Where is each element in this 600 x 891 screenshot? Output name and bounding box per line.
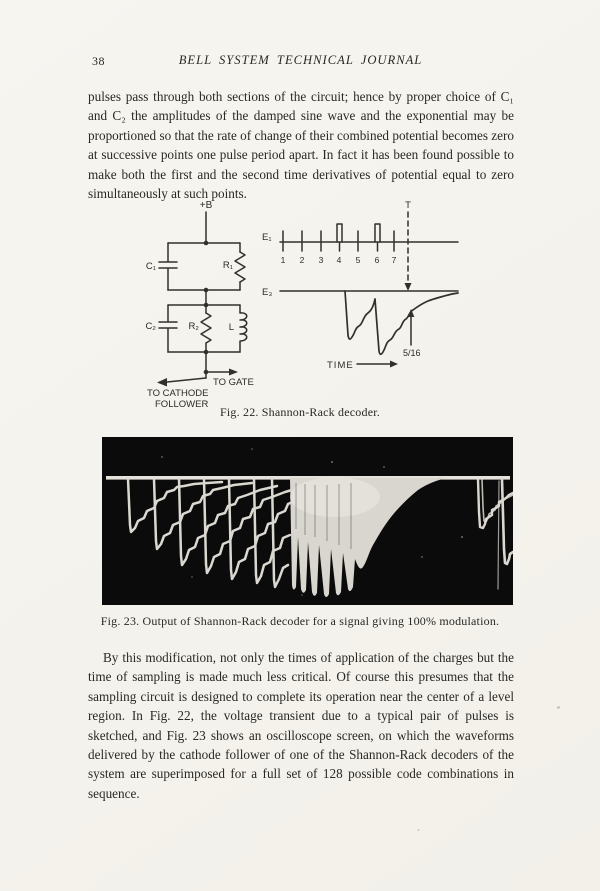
e1-label: E₁ (262, 232, 272, 243)
fig23-oscilloscope-photo (102, 437, 513, 605)
fig23-photo-frame (102, 437, 513, 605)
to-gate-label: TO GATE (213, 377, 254, 388)
e3-label: E₃ (262, 287, 273, 298)
page-number: 38 (92, 54, 105, 68)
tick-3: 3 (318, 255, 324, 265)
c2-label: C₂ (145, 321, 156, 332)
r2-label: R₂ (188, 321, 199, 332)
inductor-l-symbol (240, 305, 247, 352)
e3-waveform (345, 291, 458, 354)
fraction-label: 5/16 (403, 348, 421, 358)
capacitor-c1-symbol (159, 243, 177, 290)
scan-speck (417, 829, 420, 831)
paragraph-1: pulses pass through both sections of the circuit; hence by proper choice of C₁ and C₂ the amplitudes of the damped sine wave and the exponential may be proportioned so that the rate of change of their combined potential becomes zero at successive points one pulse period apart. In fact it has been found possible to make both the first and the second time derivatives of potential equal to zero simultaneously at such points. (88, 89, 514, 202)
r1-label: R₁ (222, 260, 233, 271)
journal-title: BELL SYSTEM TECHNICAL JOURNAL (178, 53, 423, 67)
t-label: T (405, 200, 411, 211)
fig22-diagram (0, 195, 600, 410)
tick-7: 7 (391, 255, 397, 265)
fig22-caption: Fig. 22. Shannon-Rack decoder. (220, 405, 380, 419)
fig23-caption: Fig. 23. Output of Shannon-Rack decoder for a signal giving 100% modulation. (100, 614, 500, 628)
cathode-lead (167, 378, 206, 382)
capacitor-c2-symbol (159, 305, 177, 352)
scope-bright-core (290, 477, 380, 517)
c1-label: C₁ (145, 261, 156, 272)
resistor-r1-symbol (235, 243, 245, 290)
tick-6: 6 (374, 255, 380, 265)
scan-speck (557, 706, 560, 709)
supply-label: +B (199, 200, 213, 211)
arrowheads (157, 283, 414, 387)
l-label: L (228, 322, 234, 333)
tick-4: 4 (336, 255, 342, 265)
paragraph-2: By this modification, not only the times of application of the charges but the time of sampling is made much less critical. Of course this presumes that the sampling circuit is designed to complete its operation near the center of a level region. In Fig. 22, the voltage transient due to a typical pair of pulses is sketched, and Fig. 23 shows an oscilloscope screen, on which the waveforms delivered by the cathode follower of one of the Shannon-Rack decoders of the system are superimposed for a full set of 128 possible code combinations in sequence. (88, 650, 514, 801)
tick-5: 5 (355, 255, 361, 265)
e1-tick-labels (281, 255, 397, 265)
resistor-r2-symbol (201, 305, 211, 352)
to-cathode-label-1: TO CATHODE (147, 388, 209, 399)
tick-1: 1 (280, 255, 286, 265)
to-cathode-label-2: FOLLOWER (155, 399, 209, 410)
tick-2: 2 (299, 255, 305, 265)
time-label: TIME (327, 360, 354, 371)
e1-pulse-axis (280, 224, 458, 251)
